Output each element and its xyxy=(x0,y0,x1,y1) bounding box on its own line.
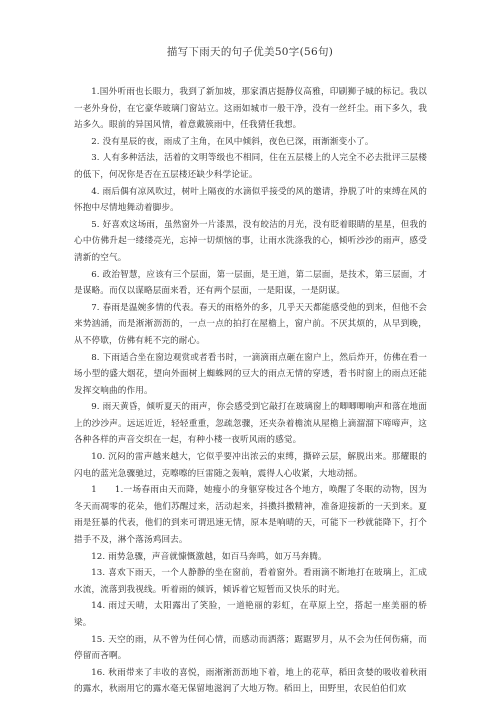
paragraph-9: 9. 雨天黄昏，倾听夏天的雨声，你会感受到它敲打在玻璃窗上的唧唧唧响声和落在地面上的沙沙声。远远近近，轻轻重重，忽疏忽骤，还夹杂着檐流从屋檐上滴溜溜下啼啼声，这各种各样的声音交织在一起，有种小楼一夜听风雨的感觉。 xyxy=(74,402,427,446)
paragraph-16: 16. 秋雨带来了丰收的喜悦，雨淅淅沥沥地下着，地上的花草，稻田贪婪的吸收着秋雨的露水，秋雨用它的露水毫无保留地滋润了大地万物。稻田上，田野里，农民伯伯们欢 xyxy=(74,667,427,695)
page-title: 描写下雨天的句子优美50字(56句) xyxy=(166,46,334,58)
paragraph-2: 2. 没有星辰的夜，雨成了主角，在风中倾斜，夜色已深，雨渐渐变小了。 xyxy=(91,136,374,147)
paragraph-15: 15. 天空的雨，从不曾为任何心情，而感动而洒落；踞踞罗月，从不会为任何伤痛，而停留而吝啊。 xyxy=(74,634,427,662)
paragraph-5: 5. 好喜欢这场雨，虽然窗外一片漆黑，没有皎洁的月光，没有眨着眼睛的星星，但我的心中仿佛升起一缕缕亮光，忘掉一切烦恼的事，让雨水洗涤我的心，倾听沙沙的雨声，感受清新的空气。 xyxy=(74,219,427,263)
paragraph-11: 1 1.一场春雨由天而降，她瘦小的身躯穿梭过各个地方，唤醒了冬眠的动物，因为冬天而凋零的花朵，他们苏醒过来，活动起来，抖擞抖擞精神，准备迎接新的一天到来。夏雨是狂暴的代表，他们的到来可谓迅速无情，原本是响晴的天，可能下一秒就能降下，打个措手不及，淋个落汤鸡回去。 xyxy=(74,485,427,546)
paragraph-8: 8. 下雨适合坐在窗边观赏或者看书时，一滴滴雨点砸在窗户上，然后炸开，仿佛在看一场小型的盛大烟花，望向外面树上蜘蛛网的豆大的雨点无情的穿透，看书时窗上的雨点还能发挥交响曲的作用。 xyxy=(74,352,427,396)
paragraph-3: 3. 人有多种活法，活着的文明等级也不相同，住在五层楼上的人完全不必去批评三层楼的低下，何况你是否在五层楼还缺少科学论证。 xyxy=(74,153,427,180)
paragraph-4: 4. 雨后偶有凉风吹过，树叶上隔夜的水滴似乎接受的风的邀请，挣脱了叶的束缚在风的怀抱中尽情地舞动着脚步。 xyxy=(74,186,427,214)
paragraph-7: 7. 春雨是温婉多情的代表。春天的雨格外的多，几乎天天都能感受他的到来，但他不会来势汹涌，而是淅淅沥沥的，一点一点的拍打在屋檐上，窗户前。不厌其烦的，从早到晚，从不停歇，仿佛有耗不完的耐心。 xyxy=(74,302,427,346)
paragraph-10: 10. 沉闷的雷声越来越大，它似乎要冲出浓云的束缚，撕碎云层，解脱出来。那耀眼的闪电的蓝光急骤驰过，克嚓嚓的巨雷随之轰响，震得人心收紧，大地动摇。 xyxy=(74,452,427,479)
paragraph-13: 13. 喜欢下雨天，一个人静静的坐在窗前，看着窗外。看雨滴不断地打在玻璃上，汇成水流，流落到我视线。听着雨的倾诉，倾诉着它短暂而又快乐的时光。 xyxy=(74,568,427,595)
document-body xyxy=(74,84,427,698)
paragraph-12: 12. 雨势急骤，声音就慷慨激越，如百马奔鸣，如万马奔腾。 xyxy=(91,551,327,562)
paragraph-14: 14. 雨过天晴，太阳露出了笑脸，一道艳丽的彩虹，在草原上空，搭起一座美丽的桥梁。 xyxy=(74,601,427,628)
paragraph-6: 6. 政治智慧，应该有三个层面，第一层面，是王道，第二层面，是技术，第三层面，才是谋略。而仅以谋略层面来看，还有两个层面，一是阳谋，一是阴谋。 xyxy=(74,269,427,297)
paragraph-1: 1.国外听雨也长眼力，我到了新加坡，那家酒店挺静仪高雅，印刷狮子城的标记。我以一老外身份，在它豪华玻璃门窗站立。这雨如城市一般干净，没有一丝纤尘。雨下多久，我站多久。眼前的异国风情，着意戴簇雨中，任我猜任我想。 xyxy=(74,87,427,131)
